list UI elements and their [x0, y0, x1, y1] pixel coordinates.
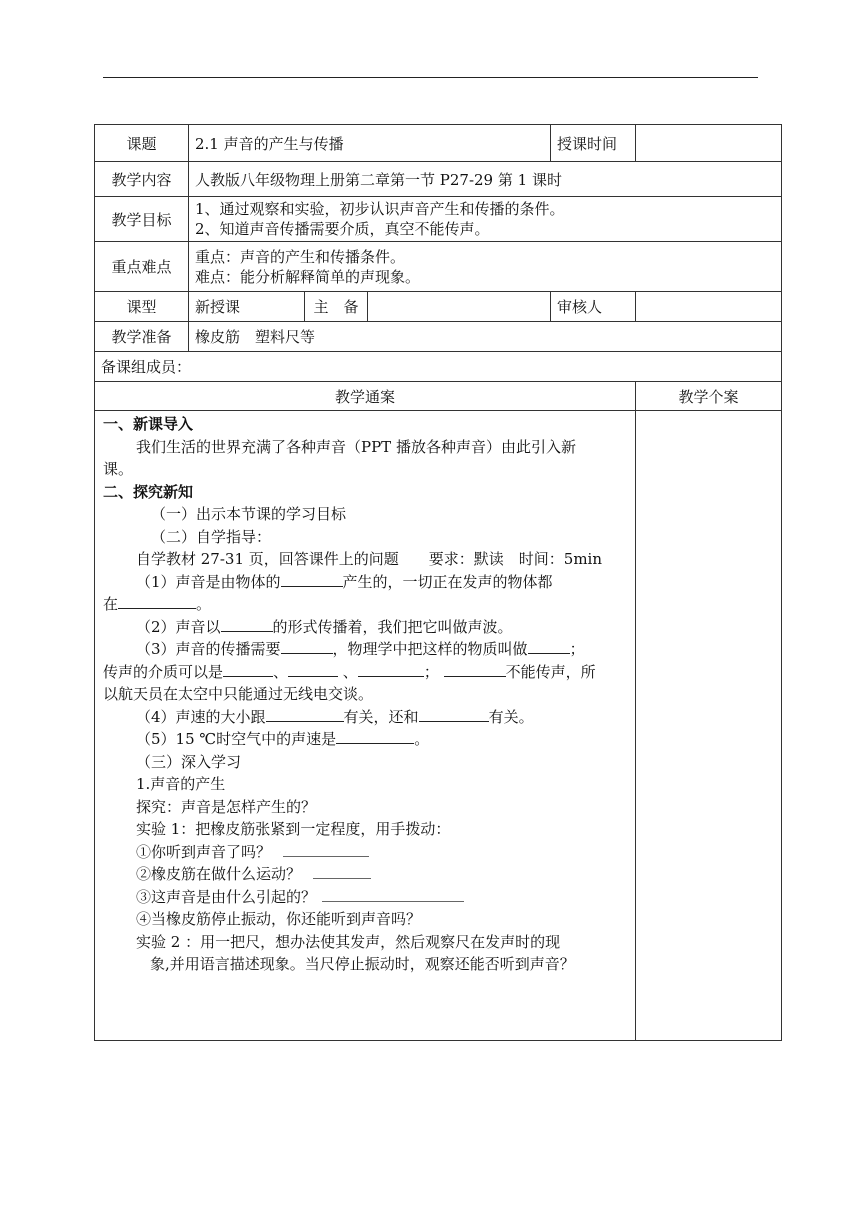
- common-plan-content: [95, 411, 636, 1041]
- blank-field[interactable]: [288, 661, 338, 677]
- type-label: 课型: [95, 292, 189, 322]
- question-3-line1: （3）声音的传播需要 ，物理学中把这样的物质叫做 ；: [136, 640, 585, 658]
- header-rule: [103, 77, 758, 78]
- check-2: ②橡皮筋在做什么运动？: [103, 863, 629, 886]
- question-3-line2: 传声的介质可以是 、 、 ； 不能传声，所: [103, 662, 596, 681]
- row-objectives: [95, 197, 782, 242]
- explore-step-2: （二）自学指导：: [151, 527, 272, 546]
- inquiry-question: 探究：声音是怎样产生的？: [136, 797, 317, 816]
- row-column-headers: [95, 382, 782, 411]
- blank-field[interactable]: [444, 661, 506, 677]
- reviewer-value: [636, 292, 782, 322]
- members-label: 备课组成员：: [95, 352, 782, 382]
- blank-field[interactable]: [266, 706, 344, 722]
- blank-field[interactable]: [419, 706, 489, 722]
- blank-field[interactable]: [336, 728, 414, 744]
- blank-field[interactable]: [358, 661, 424, 677]
- row-main-content: [95, 411, 782, 1041]
- question-1-line1: （1）声音是由物体的 产生的，一切正在发声的物体都: [136, 572, 553, 591]
- row-preparation: [95, 322, 782, 352]
- lead-label: 主 备: [305, 292, 368, 322]
- self-study-instruction: 自学教材 27-31 页，回答课件上的问题 要求：默读 时间：5min: [136, 550, 603, 568]
- preparation-label: 教学准备: [95, 322, 189, 352]
- explore-step-3: （三）深入学习: [136, 752, 242, 771]
- experiment-1: 实验 1：把橡皮筋张紧到一定程度，用手拨动：: [136, 820, 451, 838]
- section-intro-heading: 一、新课导入: [103, 415, 194, 433]
- experiment-2-line2: 象,并用语言描述现象。当尺停止振动时，观察还能否听到声音？: [150, 955, 575, 973]
- keypoints-label: 重点难点: [95, 242, 189, 292]
- key-point: 重点：声音的产生和传播条件。: [195, 247, 406, 266]
- row-content: [95, 162, 782, 197]
- check-4: ④当橡皮筋停止振动，你还能听到声音吗？: [136, 910, 422, 928]
- blank-field[interactable]: [223, 661, 273, 677]
- blank-field[interactable]: [322, 886, 464, 902]
- topic-sound-production: 1.声音的产生: [136, 775, 226, 793]
- explore-step-1: （一）出示本节课的学习目标: [151, 505, 347, 523]
- blank-field[interactable]: [221, 616, 273, 632]
- topic-value: 2.1 声音的产生与传播: [189, 125, 551, 162]
- check-3: ③这声音是由什么引起的？: [103, 886, 629, 909]
- objectives-value: [189, 197, 782, 242]
- intro-paragraph-line1: 我们生活的世界充满了各种声音（PPT 播放各种声音）由此引入新: [136, 437, 576, 456]
- question-4: （4）声速的大小跟 有关，还和 有关。: [136, 707, 534, 726]
- lesson-plan-table: [94, 124, 782, 1041]
- objective-1: 1、通过观察和实验，初步认识声音产生和传播的条件。: [195, 200, 565, 218]
- reviewer-label: 审核人: [551, 292, 636, 322]
- lead-value: [368, 292, 551, 322]
- blank-field[interactable]: [281, 571, 343, 587]
- question-1-line2: 在 。: [103, 595, 212, 613]
- preparation-value: 橡皮筋 塑料尺等: [189, 322, 782, 352]
- blank-field[interactable]: [528, 638, 570, 654]
- row-keypoints: [95, 242, 782, 292]
- question-2: （2）声音以 的形式传播着，我们把它叫做声波。: [136, 617, 513, 636]
- difficult-point: 难点：能分析解释简单的声现象。: [195, 267, 421, 286]
- content-value: 人教版八年级物理上册第二章第一节 P27-29 第 1 课时: [189, 162, 782, 197]
- intro-paragraph-line2: 课。: [103, 460, 134, 478]
- row-members: [95, 352, 782, 382]
- teaching-time-value: [636, 125, 782, 162]
- section-explore-heading: 二、探究新知: [103, 482, 194, 501]
- row-topic: [95, 125, 782, 162]
- blank-field[interactable]: [281, 638, 333, 654]
- teaching-time-label: 授课时间: [551, 125, 636, 162]
- experiment-2-line1: 实验 2 ：用一把尺，想办法使其发声，然后观察尺在发声时的现: [136, 932, 561, 951]
- question-3-line3: 以航天员在太空中只能通过无线电交谈。: [103, 685, 374, 703]
- blank-field[interactable]: [118, 593, 196, 609]
- content-label: 教学内容: [95, 162, 189, 197]
- check-1: ①你听到声音了吗？: [103, 841, 629, 864]
- blank-field[interactable]: [313, 863, 371, 879]
- blank-field[interactable]: [283, 841, 369, 857]
- type-value: 新授课: [189, 292, 305, 322]
- common-plan-header: 教学通案: [95, 382, 636, 411]
- keypoints-value: [189, 242, 782, 292]
- objective-2: 2、知道声音传播需要介质，真空不能传声。: [195, 220, 490, 238]
- objectives-label: 教学目标: [95, 197, 189, 242]
- topic-label: 课题: [95, 125, 189, 162]
- individual-plan-content: [636, 411, 782, 1041]
- individual-plan-header: 教学个案: [636, 382, 782, 411]
- row-type: [95, 292, 782, 322]
- question-5: （5）15 ℃时空气中的声速是 。: [136, 730, 430, 748]
